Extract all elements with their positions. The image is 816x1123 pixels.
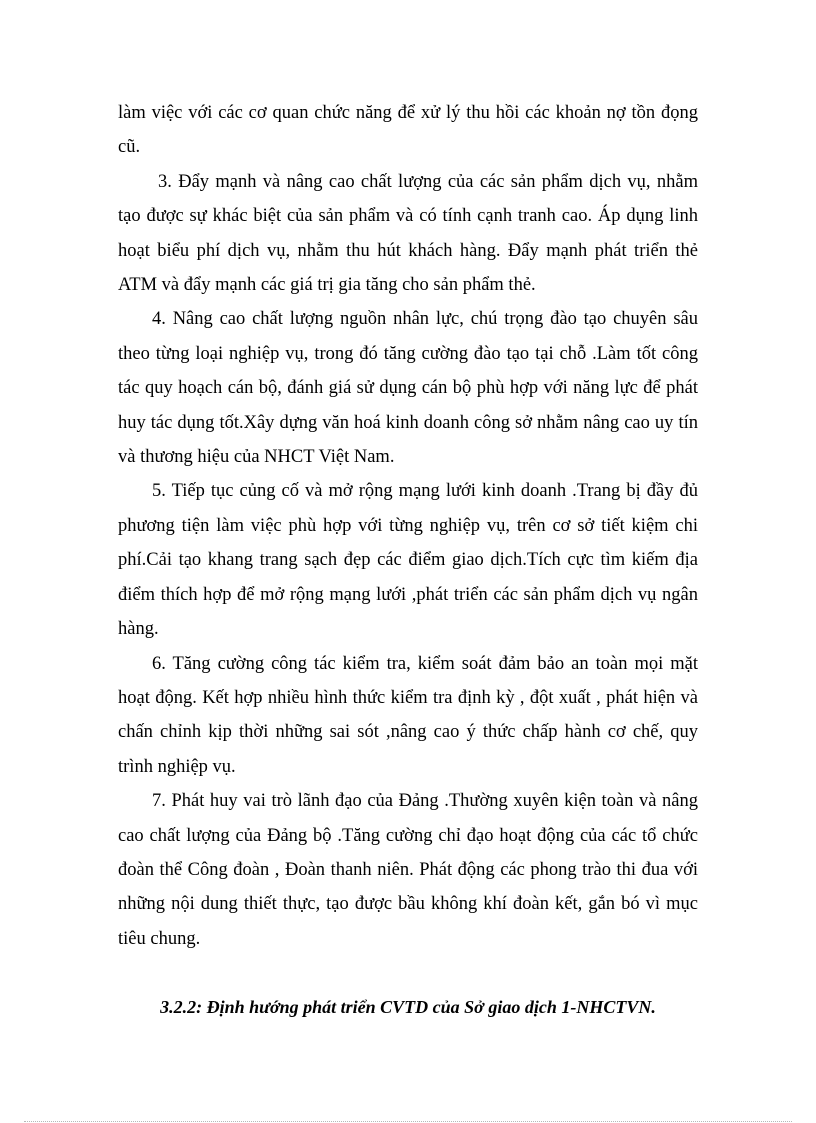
- paragraph-item-7: 7. Phát huy vai trò lãnh đạo của Đảng .Thường xuyên kiện toàn và nâng cao chất lượng của Đảng bộ .Tăng cường chỉ đạo hoạt động của các tổ chức đoàn thể Công đoàn , Đoàn thanh niên. Phát động các phong trào thi đua với những nội dung thiết thực, tạo được bầu không khí đoàn kết, gắn bó vì mục tiêu chung.: [118, 791, 698, 949]
- page-bottom-divider: [24, 1121, 792, 1122]
- paragraph-item-5: 5. Tiếp tục củng cố và mở rộng mạng lưới kinh doanh .Trang bị đầy đủ phương tiện làm việc phù hợp với từng nghiệp vụ, trên cơ sở tiết kiệm chi phí.Cải tạo khang trang sạch đẹp các điểm giao dịch.Tích cực tìm kiếm địa điểm thích hợp để mở rộng mạng lưới ,phát triển các sản phẩm dịch vụ ngân hàng.: [118, 481, 698, 640]
- paragraph-item-4: 4. Nâng cao chất lượng nguồn nhân lực, chú trọng đào tạo chuyên sâu theo từng loại nghiệp vụ, trong đó tăng cường đào tạo tại chỗ .Làm tốt công tác quy hoạch cán bộ, đánh giá sử dụng cán bộ phù hợp với năng lực để phát huy tác dụng tốt.Xây dựng văn hoá kinh doanh công sở nhằm nâng cao uy tín và thương hiệu của NHCT Việt Nam.: [118, 309, 698, 468]
- paragraph-continuation: làm việc với các cơ quan chức năng để xử lý thu hồi các khoản nợ tồn đọng cũ.: [118, 103, 698, 158]
- body-text: [118, 96, 698, 956]
- section-heading: 3.2.2: Định hướng phát triển CVTD của Sở giao dịch 1-NHCTVN.: [160, 997, 656, 1017]
- paragraph-item-3: 3. Đẩy mạnh và nâng cao chất lượng của các sản phẩm dịch vụ, nhằm tạo được sự khác biệt của sản phẩm và có tính cạnh tranh cao. Áp dụng linh hoạt biểu phí dịch vụ, nhằm thu hút khách hàng. Đẩy mạnh phát triển thẻ ATM và đẩy mạnh các giá trị gia tăng cho sản phẩm thẻ.: [118, 171, 698, 296]
- paragraph-item-6: 6. Tăng cường công tác kiểm tra, kiểm soát đảm bảo an toàn mọi mặt hoạt động. Kết hợp nhiều hình thức kiểm tra định kỳ , đột xuất , phát hiện và chấn chỉnh kịp thời những sai sót ,nâng cao ý thức chấp hành cơ chế, quy trình nghiệp vụ.: [118, 653, 698, 777]
